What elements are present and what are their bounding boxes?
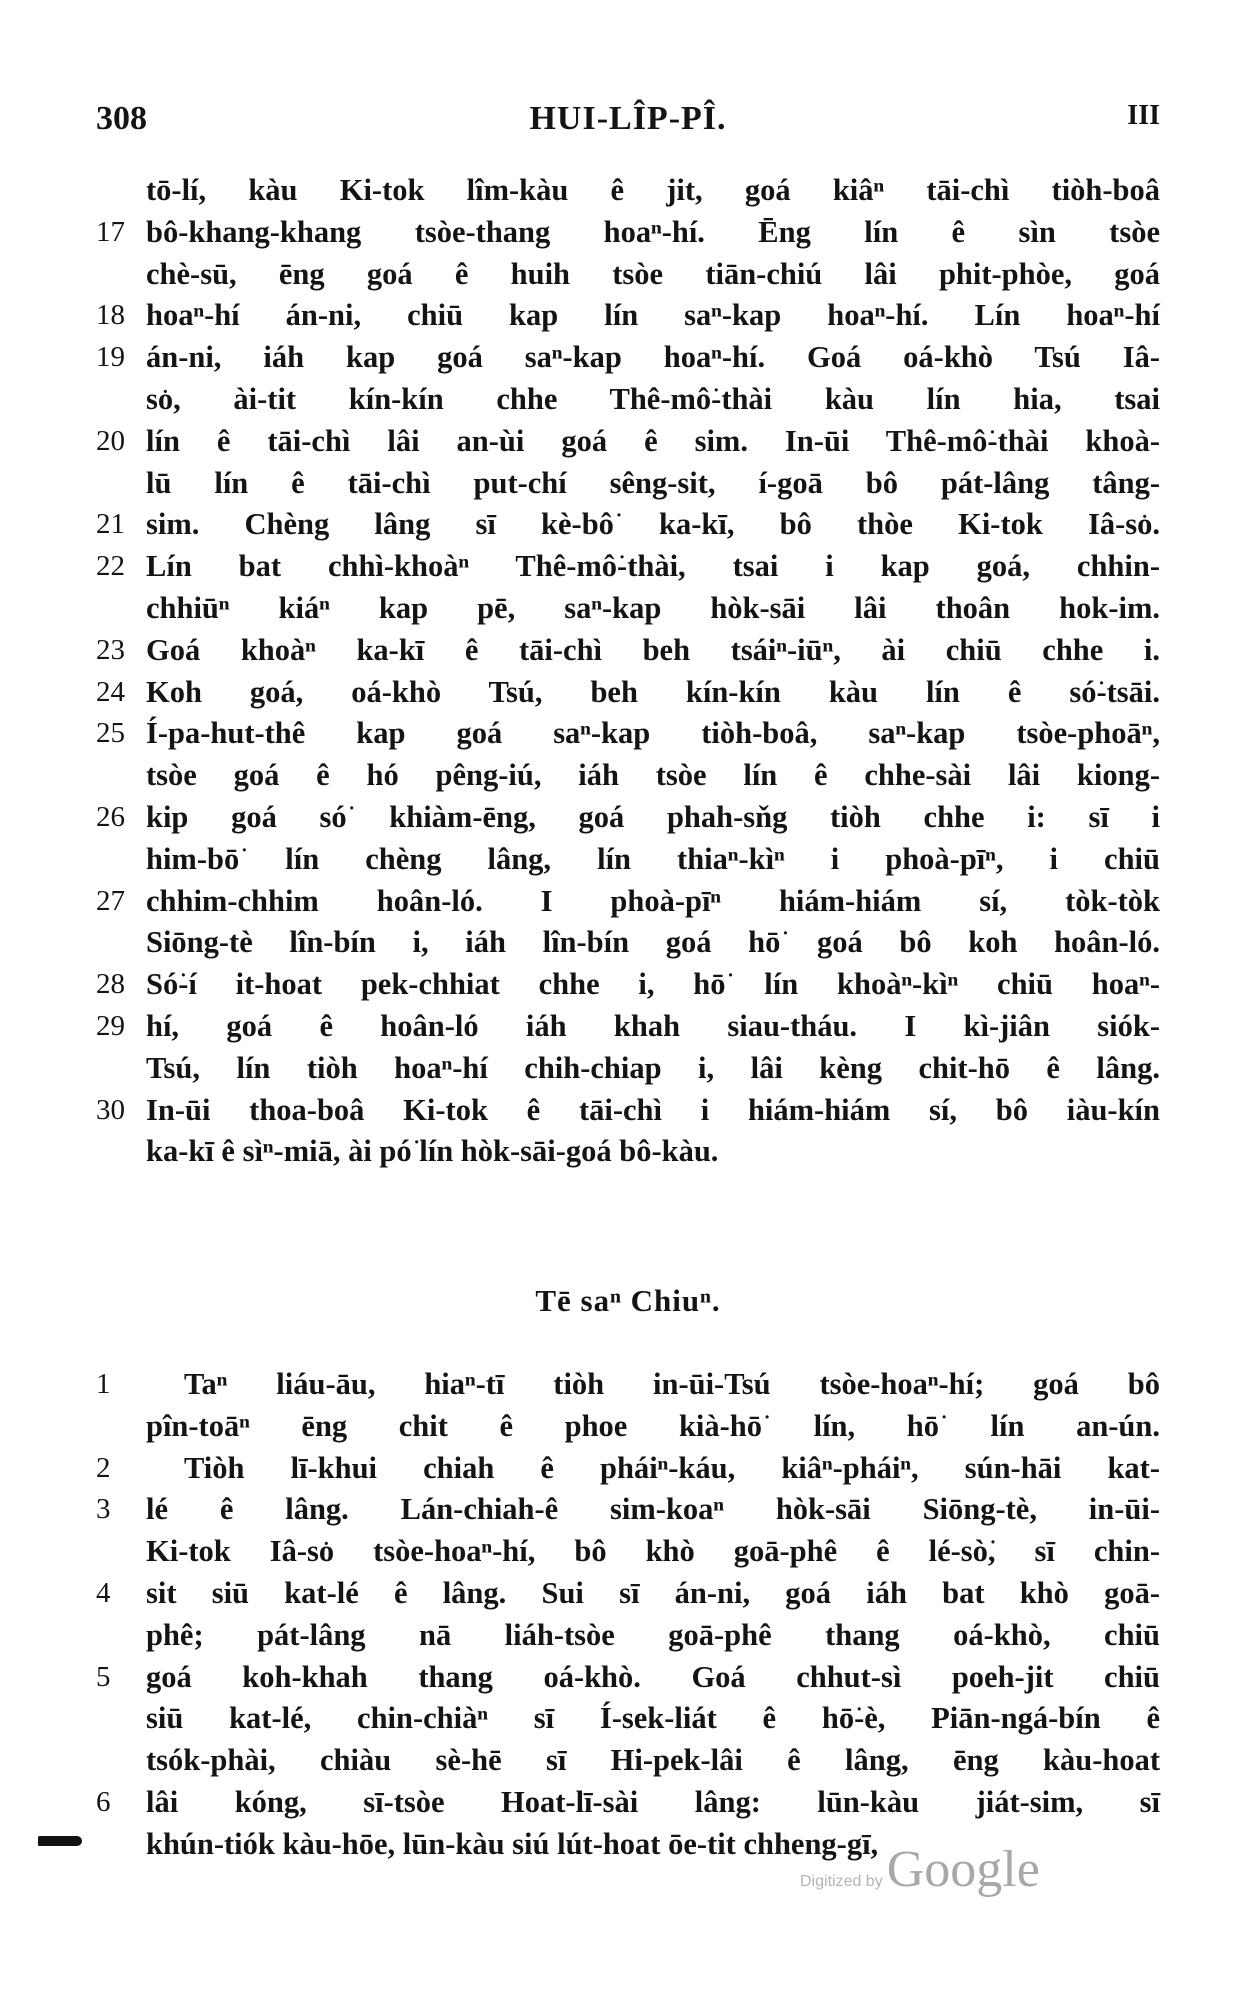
signature-mark: III (1127, 100, 1160, 131)
text-line (96, 463, 1160, 505)
line-text: hí, goá ê hoân-ló iáh khah siau-tháu. I kì-jiân siók- (146, 1008, 1160, 1043)
text-line (96, 964, 1160, 1006)
chapter-two-ending (96, 170, 1160, 1173)
text-line (96, 1406, 1160, 1448)
line-text: lū lín ê tāi-chì put-chí sêng-sit, í-goā bô pát-lâng tâng- (146, 465, 1160, 500)
line-text: him-bō͘ lín chèng lâng, lín thiaⁿ-kìⁿ i phoà-pīⁿ, i chiū (146, 841, 1160, 876)
text-line (96, 588, 1160, 630)
line-text: tsók-phài, chiàu sè-hē sī Hi-pek-lâi ê lâng, ēng kàu-hoat (146, 1743, 1160, 1778)
text-line (96, 212, 1160, 254)
verse-number: 26 (96, 800, 125, 833)
line-text: hoaⁿ-hí án-ni, chiū kap lín saⁿ-kap hoaⁿ-hí. Lín hoaⁿ-hí (146, 298, 1160, 333)
line-text: goá koh-khah thang oá-khò. Goá chhut-sì poeh-jit chiū (146, 1659, 1160, 1694)
verse-number: 2 (96, 1451, 111, 1484)
text-line (96, 295, 1160, 337)
text-line (96, 504, 1160, 546)
line-text: Koh goá, oá-khò Tsú, beh kín-kín kàu lín ê só͘-tsāi. (146, 674, 1160, 709)
verse-number: 18 (96, 299, 125, 332)
text-line (96, 713, 1160, 755)
verse-number: 5 (96, 1660, 111, 1693)
text-line (96, 1531, 1160, 1573)
line-text: sit siū kat-lé ê lâng. Sui sī án-ni, goá iáh bat khò goā- (146, 1575, 1160, 1610)
page-number: 308 (96, 100, 147, 137)
text-line (96, 1740, 1160, 1782)
line-text: Tiòh lī-khui chiah ê pháiⁿ-káu, kiâⁿ-pháiⁿ, sún-hāi kat- (184, 1450, 1160, 1485)
text-line (96, 1489, 1160, 1531)
watermark-prefix: Digitized by (800, 1873, 883, 1890)
line-text: Goá khoàⁿ ka-kī ê tāi-chì beh tsáiⁿ-iūⁿ, ài chiū chhe i. (146, 632, 1160, 667)
line-text: kip goá só͘ khiàm-ēng, goá phah-sňg tiòh chhe i: sī i (146, 799, 1160, 834)
verse-number: 25 (96, 717, 125, 750)
verse-number: 28 (96, 968, 125, 1001)
chapter-three-opening (96, 1364, 1160, 1866)
text-line (96, 755, 1160, 797)
verse-number: 22 (96, 550, 125, 583)
verse-number: 19 (96, 341, 125, 374)
text-line (96, 1048, 1160, 1090)
line-text: lâi kóng, sī-tsòe Hoat-lī-sài lâng: lūn-kàu jiát-sim, sī (146, 1784, 1160, 1819)
text-line (96, 881, 1160, 923)
line-text: ka-kī ê sìⁿ-miā, ài pó͘ lín hòk-sāi-goá bô-kàu. (146, 1134, 719, 1169)
verse-number: 30 (96, 1093, 125, 1126)
digitized-watermark (800, 1840, 1040, 1899)
line-text: Só͘-í it-hoat pek-chhiat chhe i, hō͘ lín khoàⁿ-kìⁿ chiū hoaⁿ- (146, 967, 1160, 1002)
line-text: so͘, ài-tit kín-kín chhe Thê-mô͘-thài kàu lín hia, tsai (146, 381, 1160, 416)
text-line (96, 1006, 1160, 1048)
text-line (96, 254, 1160, 296)
text-line (96, 1364, 1160, 1406)
line-text: siū kat-lé, chin-chiàⁿ sī Í-sek-liát ê hō͘-è, Piān-ngá-bín ê (146, 1701, 1160, 1736)
verse-number: 17 (96, 215, 125, 248)
verse-number: 29 (96, 1009, 125, 1042)
running-header (96, 100, 1160, 152)
line-text: Lín bat chhì-khoàⁿ Thê-mô͘-thài, tsai i kap goá, chhin- (146, 549, 1160, 584)
running-title: HUI-LÎP-PÎ. (529, 100, 727, 137)
text-line (96, 797, 1160, 839)
line-text: phê; pát-lâng nā liáh-tsòe goā-phê thang oá-khò, chiū (146, 1617, 1160, 1652)
text-line (96, 170, 1160, 212)
verse-number: 4 (96, 1576, 111, 1609)
line-text: Taⁿ liáu-āu, hiaⁿ-tī tiòh in-ūi-Tsú tsòe-hoaⁿ-hí; goá bô (184, 1367, 1160, 1401)
line-text: bô-khang-khang tsòe-thang hoaⁿ-hí. Ēng lín ê sìn tsòe (146, 214, 1160, 249)
line-text: lé ê lâng. Lán-chiah-ê sim-koaⁿ hòk-sāi Siōng-tè, in-ūi- (146, 1492, 1160, 1527)
verse-number: 3 (96, 1493, 111, 1526)
line-text: Tsú, lín tiòh hoaⁿ-hí chih-chiap i, lâi kèng chit-hō ê lâng. (146, 1050, 1160, 1085)
text-line (96, 922, 1160, 964)
verse-number: 20 (96, 424, 125, 457)
watermark-brand: Google (886, 1841, 1040, 1898)
text-line (96, 1448, 1160, 1490)
verse-number: 21 (96, 508, 125, 541)
line-text: tsòe goá ê hó pêng-iú, iáh tsòe lín ê chhe-sài lâi kiong- (146, 758, 1160, 793)
section-title: Tē saⁿ Chiuⁿ. (535, 1283, 721, 1318)
verse-number: 27 (96, 884, 125, 917)
line-text: chè-sū, ēng goá ê huih tsòe tiān-chiú lâi phit-phòe, goá (146, 256, 1160, 291)
text-line (96, 1782, 1160, 1824)
text-line (96, 421, 1160, 463)
text-line (96, 1090, 1160, 1132)
verse-number: 1 (96, 1368, 111, 1400)
line-text: án-ni, iáh kap goá saⁿ-kap hoaⁿ-hí. Goá oá-khò Tsú Iâ- (146, 340, 1160, 375)
line-text: In-ūi thoa-boâ Ki-tok ê tāi-chì i hiám-hiám sí, bô iàu-kín (146, 1092, 1160, 1127)
line-text: sim. Chèng lâng sī kè-bô͘ ka-kī, bô thòe Ki-tok Iâ-so͘. (146, 507, 1160, 542)
text-line (96, 1615, 1160, 1657)
text-line (96, 337, 1160, 379)
ink-smudge (38, 1836, 82, 1846)
line-text: chhiūⁿ kiáⁿ kap pē, saⁿ-kap hòk-sāi lâi thoân hok-im. (146, 590, 1160, 625)
line-text: tō-lí, kàu Ki-tok lîm-kàu ê jit, goá kiâⁿ tāi-chì tiòh-boâ (146, 173, 1160, 207)
line-text: Ki-tok Iâ-so͘ tsòe-hoaⁿ-hí, bô khò goā-phê ê lé-sò͘, sī chin- (146, 1534, 1160, 1569)
text-line (96, 839, 1160, 881)
line-text: khún-tiók kàu-hōe, lūn-kàu siú lút-hoat ōe-tit chheng-gī, (146, 1826, 879, 1861)
text-line (96, 672, 1160, 714)
verse-number: 6 (96, 1785, 111, 1818)
verse-number: 23 (96, 633, 125, 666)
text-line (96, 379, 1160, 421)
text-line (96, 1657, 1160, 1699)
line-text: Í-pa-hut-thê kap goá saⁿ-kap tiòh-boâ, saⁿ-kap tsòe-phoāⁿ, (146, 716, 1160, 751)
text-line (96, 1131, 1160, 1173)
line-text: pîn-toāⁿ ēng chit ê phoe kià-hō͘ lín, hō͘ lín an-ún. (146, 1408, 1160, 1443)
line-text: Siōng-tè lîn-bín i, iáh lîn-bín goá hō͘ goá bô koh hoân-ló. (146, 925, 1160, 960)
verse-number: 24 (96, 675, 125, 708)
line-text: chhim-chhim hoân-ló. I phoà-pīⁿ hiám-hiám sí, tòk-tòk (146, 883, 1160, 918)
line-text: lín ê tāi-chì lâi an-ùi goá ê sim. In-ūi Thê-mô͘-thài khoà- (146, 423, 1160, 458)
text-line (96, 546, 1160, 588)
text-line (96, 1698, 1160, 1740)
text-line (96, 1573, 1160, 1615)
text-line (96, 630, 1160, 672)
